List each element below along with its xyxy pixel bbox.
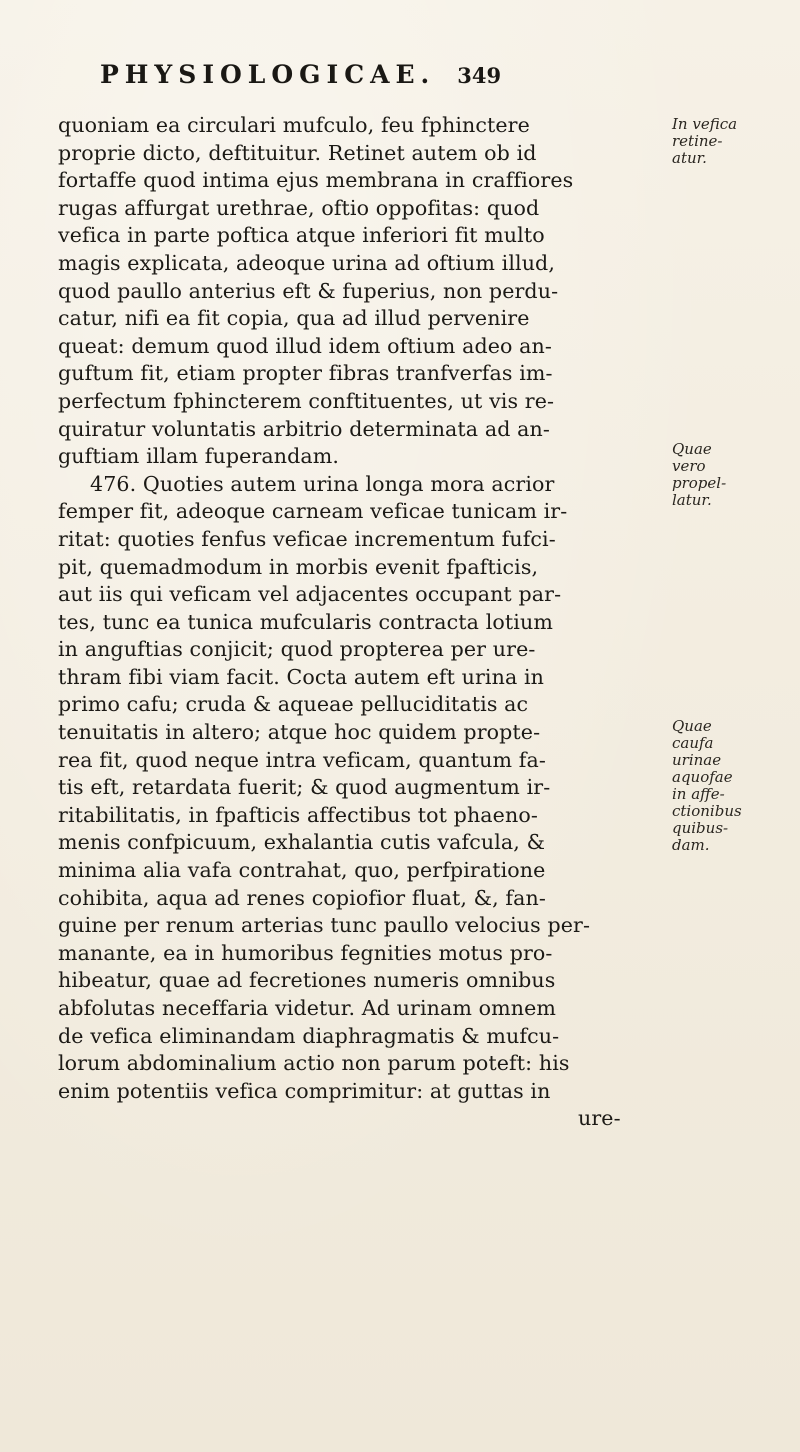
text-line: quod paullo anterius eft & fuperius, non perdu- <box>58 278 559 303</box>
text-line: proprie dicto, deftituitur. Retinet autem ob id <box>58 140 537 165</box>
text-line: quiratur voluntatis arbitrio determinata ad an- <box>58 416 550 441</box>
text-line: ritat: quoties fenfus veficae incrementum fufci- <box>58 526 556 551</box>
text-line: menis confpicuum, exhalantia cutis vafcula, & <box>58 830 545 855</box>
margin-note-line: retine- <box>672 132 723 150</box>
text-line: in anguftias conjicit; quod propterea per ure- <box>58 637 536 662</box>
text-line: catur, nifi ea fit copia, qua ad illud pervenire <box>58 306 530 331</box>
margin-note-line: propel- <box>672 474 727 492</box>
text-line: abfolutas neceffaria videtur. Ad urinam omnem <box>58 996 557 1020</box>
text-line: guine per renum arterias tunc paullo velocius per- <box>58 913 591 938</box>
text-line: vefica in parte poftica atque inferiori fit multo <box>58 223 545 248</box>
text-line: queat: demum quod illud idem oftium adeo an- <box>58 333 552 358</box>
text-line: quoniam ea circulari mufculo, feu fphinctere <box>58 113 530 137</box>
text-line: magis explicata, adeoque urina ad oftium illud, <box>58 250 555 275</box>
text-line: enim potentiis vefica comprimitur: at guttas in <box>58 1078 551 1103</box>
margin-note-line: vero <box>672 457 706 475</box>
text-line: aut iis qui veficam vel adjacentes occupant par- <box>58 582 562 607</box>
margin-note-line: aquofae <box>672 768 733 786</box>
margin-note-line: in affe- <box>672 785 725 803</box>
text-line: minima alia vafa contrahat, quo, perfpiratione <box>58 858 546 883</box>
text-line: lorum abdominalium actio non parum poteft: his <box>58 1051 570 1076</box>
margin-note-line: caufa <box>672 734 714 752</box>
text-line: hibeatur, quae ad fecretiones numeris omnibus <box>58 968 556 993</box>
running-head: PHYSIOLOGICAE. <box>100 60 436 89</box>
margin-note-line: latur. <box>672 491 712 509</box>
margin-note-retention <box>672 116 737 167</box>
margin-note-expulsion <box>672 441 726 509</box>
body-text <box>58 112 663 1133</box>
margin-note-line: atur. <box>672 149 707 167</box>
section-start-line: 476. Quoties autem urina longa mora acrior <box>90 471 555 496</box>
margin-note-line: In vefica <box>672 115 738 133</box>
page-number: 349 <box>457 63 502 88</box>
text-line: de vefica eliminandam diaphragmatis & mufcu- <box>58 1023 560 1048</box>
text-line: manante, ea in humoribus fegnities motus pro- <box>58 940 553 965</box>
margin-note-line: quibus- <box>672 819 729 837</box>
text-line: guftum fit, etiam propter fibras tranfverfas im- <box>58 361 553 386</box>
margin-note-cause <box>672 718 742 854</box>
text-line: rea fit, quod neque intra veficam, quantum fa- <box>58 747 546 772</box>
text-line: fortaffe quod intima ejus membrana in craffiores <box>58 168 574 193</box>
page-header <box>100 60 660 100</box>
text-line: tenuitatis in altero; atque hoc quidem propte- <box>58 720 541 745</box>
margin-note-line: Quae <box>672 440 712 458</box>
text-line: primo cafu; cruda & aqueae pelluciditatis ac <box>58 692 529 717</box>
text-line: thram fibi viam facit. Cocta autem eft urina in <box>58 664 545 689</box>
text-line: rugas affurgat urethrae, oftio oppofitas: quod <box>58 195 540 220</box>
text-line: perfectum fphincterem conftituentes, ut vis re- <box>58 388 555 413</box>
text-line: cohibita, aqua ad renes copiofior fluat, &, fan- <box>58 885 546 910</box>
margin-note-line: urinae <box>672 751 722 769</box>
margin-note-line: dam. <box>672 836 710 854</box>
margin-note-line: Quae <box>672 717 712 735</box>
catchword-line: ure- <box>578 1106 621 1131</box>
text-line: pit, quemadmodum in morbis evenit fpafticis, <box>58 554 539 579</box>
text-line: guftiam illam fuperandam. <box>58 444 340 469</box>
text-line: ritabilitatis, in fpafticis affectibus tot phaeno- <box>58 802 538 827</box>
margin-note-line: ctionibus <box>672 802 742 820</box>
text-line: tes, tunc ea tunica mufcularis contracta lotium <box>58 609 553 634</box>
text-line: tis eft, retardata fuerit; & quod augmentum ir- <box>58 775 551 800</box>
text-line: femper fit, adeoque carneam veficae tunicam ir- <box>58 499 568 524</box>
